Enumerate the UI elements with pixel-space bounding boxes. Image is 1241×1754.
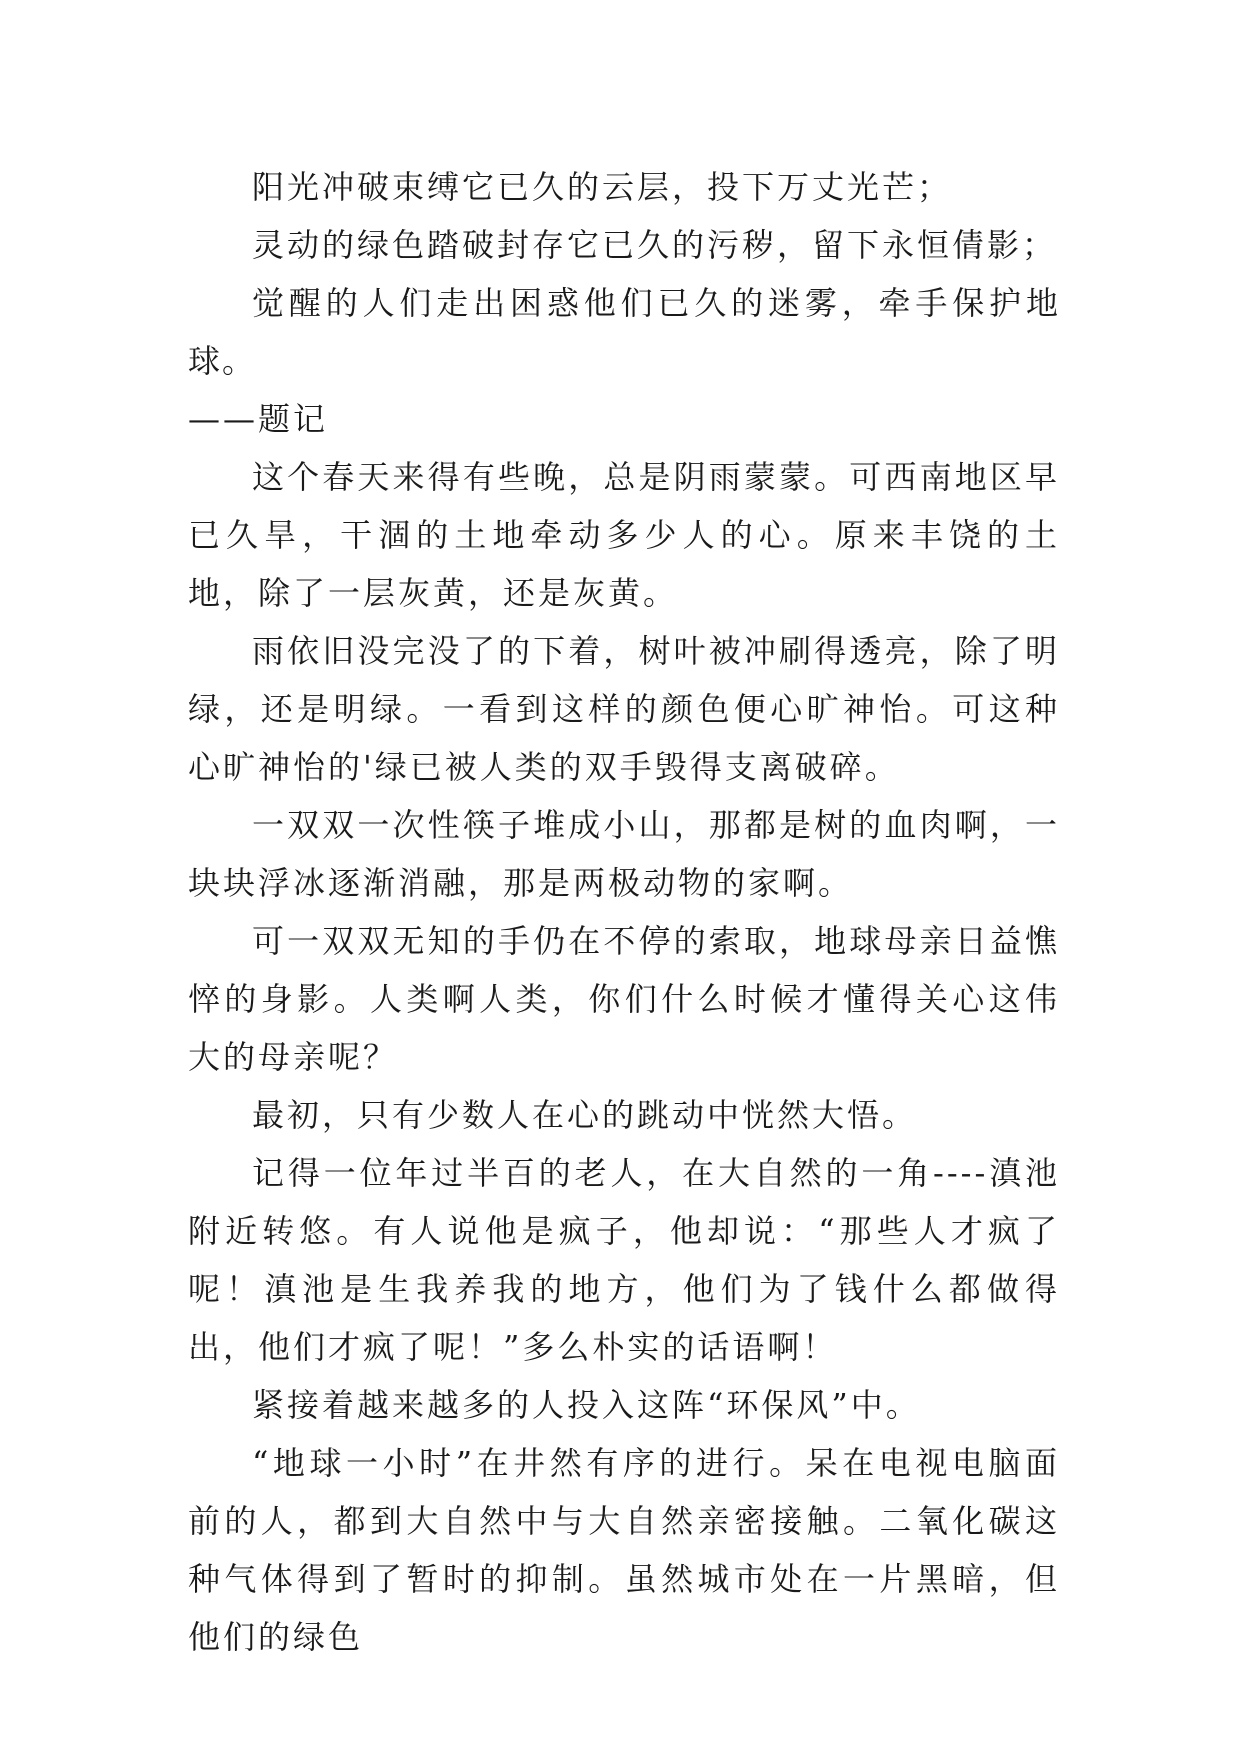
preface-signature: ——题记 [188, 400, 329, 438]
paragraph: 一双双一次性筷子堆成小山，那都是树的血肉啊，一块块浮冰逐渐消融，那是两极动物的家啊。 [188, 806, 1060, 902]
paragraph: 紧接着越来越多的人投入这阵“环保风”中。 [252, 1386, 921, 1424]
paragraph-preface-1: 阳光冲破束缚它已久的云层，投下万丈光芒； [252, 168, 953, 206]
paragraph: 最初，只有少数人在心的跳动中恍然大悟。 [252, 1096, 918, 1134]
paragraph: 记得一位年过半百的老人，在大自然的一角----滇池附近转悠。有人说他是疯子，他却说：“那些人才疯了呢！滇池是生我养我的地方，他们为了钱什么都做得出，他们才疯了呢！”多么朴实的话语啊！ [188, 1154, 1060, 1366]
paragraph-preface-2: 灵动的绿色踏破封存它已久的污秽，留下永恒倩影； [252, 226, 1058, 264]
document-body [188, 158, 1060, 1666]
paragraph: “地球一小时”在井然有序的进行。呆在电视电脑面前的人，都到大自然中与大自然亲密接触。二氧化碳这种气体得到了暂时的抑制。虽然城市处在一片黑暗，但他们的绿色 [188, 1444, 1060, 1656]
paragraph: 这个春天来得有些晚，总是阴雨蒙蒙。可西南地区早已久旱，干涸的土地牵动多少人的心。原来丰饶的土地，除了一层灰黄，还是灰黄。 [188, 458, 1060, 612]
paragraph: 可一双双无知的手仍在不停的索取，地球母亲日益憔悴的身影。人类啊人类，你们什么时候才懂得关心这伟大的母亲呢？ [188, 922, 1060, 1076]
paragraph-preface-3: 觉醒的人们走出困惑他们已久的迷雾，牵手保护地球。 [188, 284, 1060, 380]
paragraph: 雨依旧没完没了的下着，树叶被冲刷得透亮，除了明绿，还是明绿。一看到这样的颜色便心旷神怡。可这种心旷神怡的'绿已被人类的双手毁得支离破碎。 [188, 632, 1060, 786]
